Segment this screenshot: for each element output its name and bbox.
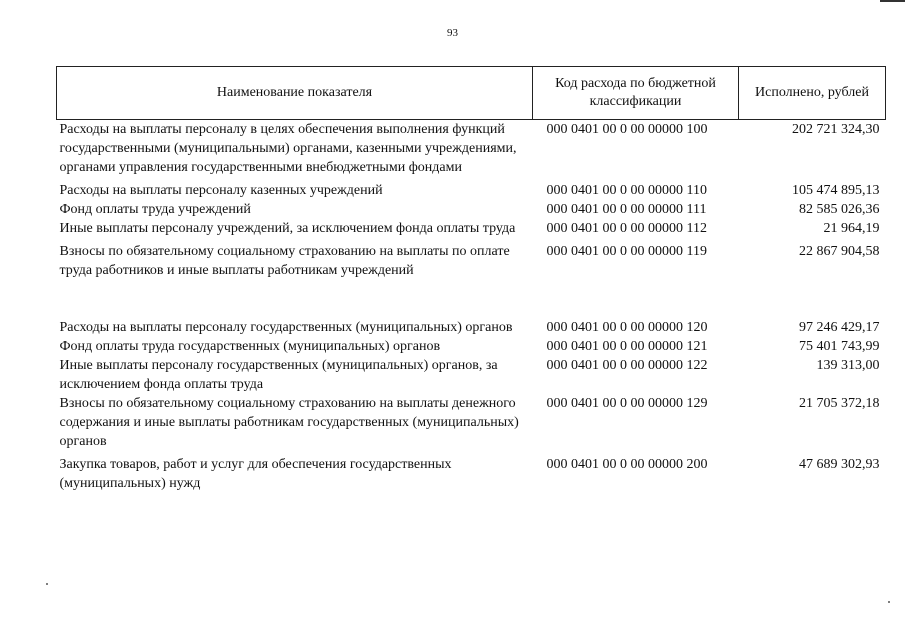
row-expense-code: 000 0401 00 0 00 00000 120	[546, 320, 708, 335]
row-expense-code: 000 0401 00 0 00 00000 200	[546, 457, 708, 472]
row-expense-code: 000 0401 00 0 00 00000 121	[546, 339, 708, 354]
row-indicator-name: Иные выплаты персоналу учреждений, за исключением фонда оплаты труда	[59, 221, 516, 236]
row-expense-code: 000 0401 00 0 00 00000 112	[546, 221, 707, 236]
header-expense-code: Код расхода по бюджетной классификации	[533, 67, 739, 120]
row-executed-amount: 97 246 429,17	[799, 320, 880, 335]
row-indicator-name: Закупка товаров, работ и услуг для обеспечения государственных (муниципальных) нужд	[59, 457, 452, 491]
row-executed-amount: 47 689 302,93	[799, 457, 880, 472]
table-row	[57, 120, 886, 182]
budget-execution-table	[56, 66, 886, 493]
row-executed-amount: 202 721 324,30	[792, 122, 880, 137]
row-executed-amount: 21 964,19	[823, 221, 880, 236]
row-expense-code: 000 0401 00 0 00 00000 122	[546, 358, 708, 373]
row-executed-amount: 21 705 372,18	[799, 396, 880, 411]
scan-edge-mark	[880, 0, 905, 2]
table-row	[57, 455, 886, 493]
row-indicator-name: Фонд оплаты труда учреждений	[59, 202, 251, 217]
header-indicator-name: Наименование показателя	[57, 67, 533, 120]
table-row	[57, 181, 886, 200]
row-expense-code: 000 0401 00 0 00 00000 111	[546, 202, 707, 217]
table-row	[57, 242, 886, 318]
row-executed-amount: 139 313,00	[816, 358, 880, 373]
row-expense-code: 000 0401 00 0 00 00000 100	[546, 122, 708, 137]
row-indicator-name: Иные выплаты персоналу государственных (муниципальных) органов, за исключением фонда оплаты труда	[59, 358, 498, 392]
row-expense-code: 000 0401 00 0 00 00000 129	[546, 396, 708, 411]
table-row	[57, 356, 886, 394]
row-executed-amount: 75 401 743,99	[799, 339, 880, 354]
row-indicator-name: Взносы по обязательному социальному страхованию на выплаты по оплате труда работников и иные выплаты работникам учреждений	[59, 244, 510, 278]
table-row	[57, 200, 886, 219]
page-number: 93	[447, 27, 458, 39]
row-executed-amount: 82 585 026,36	[799, 202, 880, 217]
table-row	[57, 219, 886, 242]
row-indicator-name: Расходы на выплаты персоналу государственных (муниципальных) органов	[59, 320, 513, 335]
table-row	[57, 394, 886, 455]
row-expense-code: 000 0401 00 0 00 00000 119	[546, 244, 707, 259]
scan-speck	[888, 601, 890, 603]
row-indicator-name: Расходы на выплаты персоналу в целях обеспечения выполнения функций государственными (муниципальными) органами, казенными учреждениями, органами управления государственными внебюджетными фондами	[59, 122, 517, 175]
scan-speck	[46, 583, 48, 585]
table-row	[57, 337, 886, 356]
row-indicator-name: Расходы на выплаты персоналу казенных учреждений	[59, 183, 383, 198]
header-executed-amount: Исполнено, рублей	[739, 67, 886, 120]
row-indicator-name: Фонд оплаты труда государственных (муниципальных) органов	[59, 339, 441, 354]
row-expense-code: 000 0401 00 0 00 00000 110	[546, 183, 707, 198]
table-row	[57, 318, 886, 337]
row-indicator-name: Взносы по обязательному социальному страхованию на выплаты денежного содержания и иные выплаты работникам государственных (муниципальных) органов	[59, 396, 519, 449]
row-executed-amount: 22 867 904,58	[799, 244, 880, 259]
table-header-row	[57, 67, 886, 120]
row-executed-amount: 105 474 895,13	[792, 183, 880, 198]
